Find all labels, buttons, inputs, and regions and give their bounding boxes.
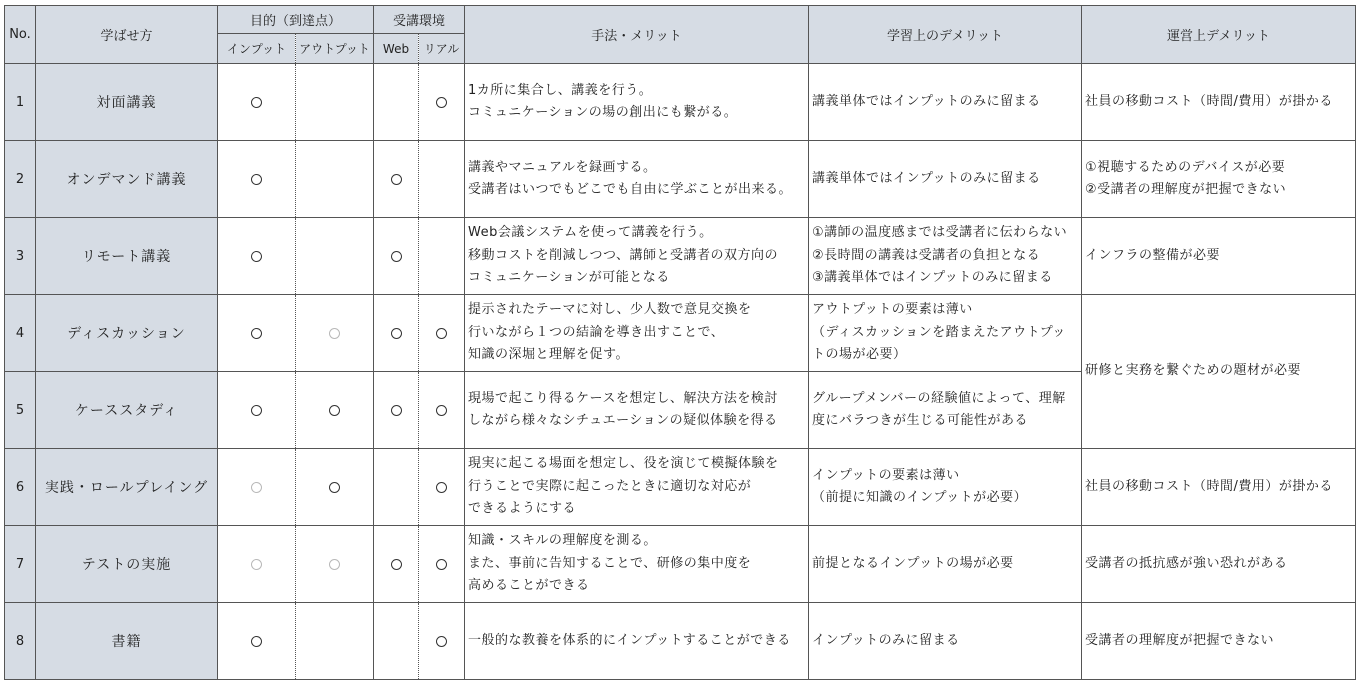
table-body — [5, 64, 1356, 680]
method-name: 書籍 — [36, 603, 218, 680]
table-row — [5, 64, 1356, 141]
circle-mark-icon — [391, 174, 402, 185]
merit-cell — [465, 141, 809, 218]
circle-mark-icon — [251, 636, 262, 647]
learning-demerit-cell — [809, 218, 1082, 295]
circle-mark-icon — [436, 482, 447, 493]
web-mark-cell — [374, 372, 419, 449]
merit-cell — [465, 603, 809, 680]
operation-demerit-cell — [1082, 295, 1356, 449]
header-operation-demerit: 運営上デメリット — [1082, 6, 1356, 64]
output-mark-cell — [296, 218, 374, 295]
row-number: 7 — [5, 526, 36, 603]
header-web: Web — [374, 34, 419, 64]
merit-cell-line: また、事前に告知することで、研修の集中度を — [468, 555, 752, 571]
operation-demerit-cell-line: ②受講者の理解度が把握できない — [1085, 182, 1287, 197]
header-input: インプット — [218, 34, 296, 64]
real-mark-cell — [419, 295, 465, 372]
operation-demerit-cell-line: インフラの整備が必要 — [1085, 247, 1221, 263]
learning-demerit-cell-line: （ディスカッションを踏まえたアウトプッ — [812, 324, 1066, 340]
operation-demerit-cell — [1082, 603, 1356, 680]
operation-demerit-cell-line: ①視聴するためのデバイスが必要 — [1085, 159, 1286, 175]
merit-cell-line: しながら様々なシチュエーションの疑似体験を得る — [468, 413, 778, 428]
learning-demerit-cell-line: ①講師の温度感までは受講者に伝わらない — [812, 225, 1068, 241]
merit-cell — [465, 64, 809, 141]
row-number: 5 — [5, 372, 36, 449]
output-mark-cell — [296, 141, 374, 218]
circle-mark-icon — [329, 482, 340, 493]
operation-demerit-cell — [1082, 526, 1356, 603]
input-mark-cell — [218, 218, 296, 295]
circle-mark-icon — [251, 328, 262, 339]
circle-mark-icon — [251, 559, 262, 570]
learning-demerit-cell-line: トの場が必要） — [812, 347, 907, 363]
operation-demerit-cell-line: 研修と実務を繋ぐための題材が必要 — [1085, 363, 1302, 379]
learning-demerit-cell — [809, 295, 1082, 372]
learning-demerit-cell-line: インプットのみに留まる — [812, 632, 960, 648]
learning-demerit-cell-line: 講義単体ではインプットのみに留まる — [812, 93, 1041, 109]
merit-cell-line: 行いながら１つの結論を導き出すことで、 — [468, 324, 725, 340]
header-real: リアル — [419, 34, 465, 64]
real-mark-cell — [419, 449, 465, 526]
web-mark-cell — [374, 218, 419, 295]
merit-cell-line: 知識・スキルの理解度を測る。 — [468, 533, 657, 549]
table-row — [5, 141, 1356, 218]
web-mark-cell — [374, 141, 419, 218]
merit-cell-line: 1カ所に集合し、講義を行う。 — [468, 82, 653, 98]
merit-cell-line: 現実に起こる場面を想定し、役を演じて模擬体験を — [468, 456, 779, 472]
real-mark-cell — [419, 141, 465, 218]
table-row — [5, 603, 1356, 680]
circle-mark-icon — [436, 405, 447, 416]
circle-mark-icon — [251, 251, 262, 262]
method-name: 対面講義 — [36, 64, 218, 141]
merit-cell-line: Web会議システムを使って講義を行う。 — [468, 225, 713, 241]
merit-cell — [465, 218, 809, 295]
input-mark-cell — [218, 603, 296, 680]
real-mark-cell — [419, 218, 465, 295]
input-mark-cell — [218, 295, 296, 372]
web-mark-cell — [374, 526, 419, 603]
merit-cell-line: 高めることができる — [468, 578, 590, 594]
real-mark-cell — [419, 372, 465, 449]
learning-demerit-cell — [809, 141, 1082, 218]
merit-cell-line: 受講者はいつでもどこでも自由に学ぶことが出来る。 — [468, 182, 793, 197]
operation-demerit-cell-line: 受講者の理解度が把握できない — [1085, 632, 1275, 648]
input-mark-cell — [218, 449, 296, 526]
circle-mark-icon — [251, 482, 262, 493]
circle-mark-icon — [391, 251, 402, 262]
learning-demerit-cell — [809, 372, 1082, 449]
merit-cell-line: 移動コストを削減しつつ、講師と受講者の双方向の — [468, 247, 779, 263]
merit-cell-line: できるようにする — [468, 501, 577, 517]
web-mark-cell — [374, 603, 419, 680]
web-mark-cell — [374, 449, 419, 526]
circle-mark-icon — [391, 328, 402, 339]
operation-demerit-cell-line: 社員の移動コスト（時間/費用）が掛かる — [1085, 478, 1333, 494]
merit-cell — [465, 449, 809, 526]
circle-mark-icon — [391, 559, 402, 570]
web-mark-cell — [374, 64, 419, 141]
header-learning-demerit: 学習上のデメリット — [809, 6, 1082, 64]
learning-demerit-cell-line: アウトプットの要素は薄い — [812, 302, 973, 318]
merit-cell-line: 行うことで実際に起こったときに適切な対応が — [468, 478, 752, 494]
merit-cell-line: コミュニケーションの場の創出にも繋がる。 — [468, 105, 738, 120]
merit-cell — [465, 295, 809, 372]
row-number: 6 — [5, 449, 36, 526]
learning-demerit-cell-line: 度にバラつきが生じる可能性がある — [812, 413, 1029, 428]
header-purpose: 目的（到達点） — [218, 6, 374, 34]
real-mark-cell — [419, 64, 465, 141]
output-mark-cell — [296, 295, 374, 372]
merit-cell-line: 知識の深堀と理解を促す。 — [468, 347, 629, 363]
circle-mark-icon — [251, 174, 262, 185]
operation-demerit-cell-line: 社員の移動コスト（時間/費用）が掛かる — [1085, 93, 1333, 109]
header-environment: 受講環境 — [374, 6, 465, 34]
header-method: 学ばせ方 — [36, 6, 218, 64]
learning-demerit-cell — [809, 449, 1082, 526]
table-row — [5, 218, 1356, 295]
learning-demerit-cell-line: （前提に知識のインプットが必要） — [812, 490, 1028, 505]
output-mark-cell — [296, 372, 374, 449]
real-mark-cell — [419, 526, 465, 603]
learning-demerit-cell-line: インプットの要素は薄い — [812, 467, 960, 483]
table-row — [5, 526, 1356, 603]
operation-demerit-cell — [1082, 64, 1356, 141]
learning-demerit-cell-line: ②長時間の講義は受講者の負担となる — [812, 247, 1041, 263]
merit-cell — [465, 372, 809, 449]
method-name: テストの実施 — [36, 526, 218, 603]
method-name: ケーススタディ — [36, 372, 218, 449]
input-mark-cell — [218, 372, 296, 449]
operation-demerit-cell — [1082, 449, 1356, 526]
real-mark-cell — [419, 603, 465, 680]
table-row — [5, 449, 1356, 526]
row-number: 8 — [5, 603, 36, 680]
input-mark-cell — [218, 64, 296, 141]
header-merit: 手法・メリット — [465, 6, 809, 64]
circle-mark-icon — [329, 405, 340, 416]
learning-demerit-cell-line: 講義単体ではインプットのみに留まる — [812, 170, 1041, 186]
output-mark-cell — [296, 64, 374, 141]
input-mark-cell — [218, 141, 296, 218]
circle-mark-icon — [391, 405, 402, 416]
merit-cell-line: 提示されたテーマに対し、少人数で意見交換を — [468, 302, 752, 318]
header-output: アウトプット — [296, 34, 374, 64]
circle-mark-icon — [436, 97, 447, 108]
circle-mark-icon — [329, 559, 340, 570]
operation-demerit-cell-line: 受講者の抵抗感が強い恐れがある — [1085, 555, 1288, 571]
learning-demerit-cell-line: ③講義単体ではインプットのみに留まる — [812, 270, 1053, 286]
learning-demerit-cell-line: グループメンバーの経験値によって、理解 — [812, 390, 1066, 406]
merit-cell-line: 一般的な教養を体系的にインプットすることができる — [468, 632, 791, 648]
circle-mark-icon — [436, 559, 447, 570]
web-mark-cell — [374, 295, 419, 372]
table-row — [5, 295, 1356, 372]
operation-demerit-cell — [1082, 141, 1356, 218]
row-number: 3 — [5, 218, 36, 295]
method-name: ディスカッション — [36, 295, 218, 372]
merit-cell — [465, 526, 809, 603]
learning-demerit-cell-line: 前提となるインプットの場が必要 — [812, 555, 1014, 571]
learning-demerit-cell — [809, 64, 1082, 141]
learning-demerit-cell — [809, 603, 1082, 680]
method-name: 実践・ロールプレイング — [36, 449, 218, 526]
merit-cell-line: 講義やマニュアルを録画する。 — [468, 159, 657, 175]
circle-mark-icon — [251, 405, 262, 416]
training-methods-table — [4, 5, 1356, 680]
learning-demerit-cell — [809, 526, 1082, 603]
method-name: オンデマンド講義 — [36, 141, 218, 218]
circle-mark-icon — [436, 636, 447, 647]
row-number: 2 — [5, 141, 36, 218]
merit-cell-line: コミュニケーションが可能となる — [468, 270, 670, 286]
method-name: リモート講義 — [36, 218, 218, 295]
output-mark-cell — [296, 449, 374, 526]
circle-mark-icon — [251, 97, 262, 108]
output-mark-cell — [296, 603, 374, 680]
output-mark-cell — [296, 526, 374, 603]
merit-cell-line: 現場で起こり得るケースを想定し、解決方法を検討 — [468, 390, 778, 406]
header-no: No. — [5, 6, 36, 64]
circle-mark-icon — [329, 328, 340, 339]
row-number: 4 — [5, 295, 36, 372]
operation-demerit-cell — [1082, 218, 1356, 295]
row-number: 1 — [5, 64, 36, 141]
circle-mark-icon — [436, 328, 447, 339]
input-mark-cell — [218, 526, 296, 603]
